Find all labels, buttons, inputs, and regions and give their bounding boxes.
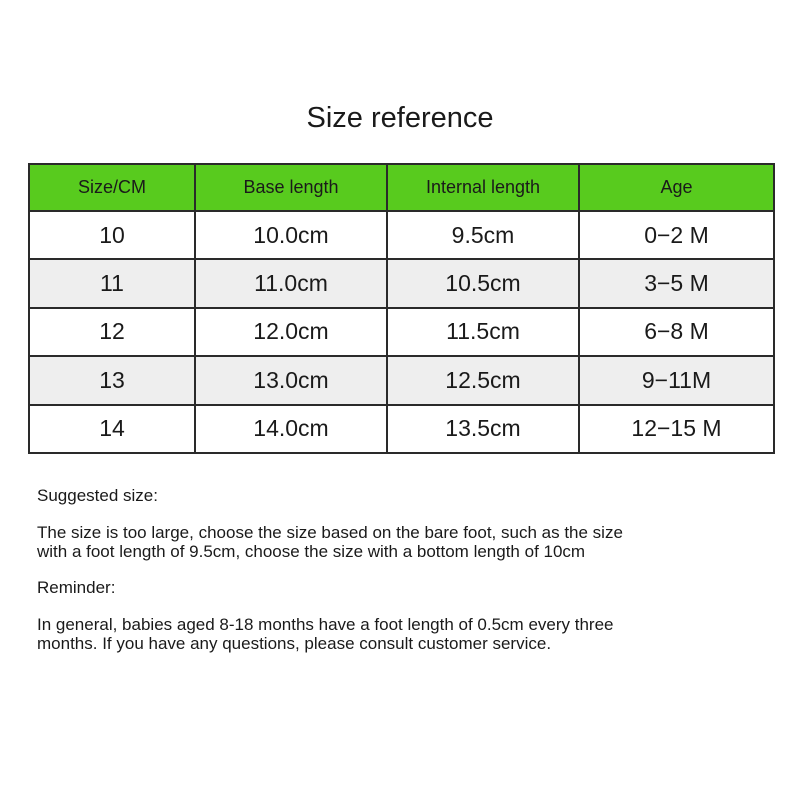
cell-age: 3−5 M <box>579 259 774 307</box>
size-reference-table <box>28 163 775 454</box>
cell-age: 9−11M <box>579 356 774 404</box>
cell-size: 12 <box>29 308 195 356</box>
cell-internal-length: 13.5cm <box>387 405 579 453</box>
table-row <box>29 259 774 307</box>
cell-internal-length: 9.5cm <box>387 211 579 259</box>
cell-size: 10 <box>29 211 195 259</box>
suggested-size-label: Suggested size: <box>37 486 158 505</box>
cell-size: 14 <box>29 405 195 453</box>
table-header-row <box>29 164 774 211</box>
cell-age: 0−2 M <box>579 211 774 259</box>
header-internal-length: Internal length <box>387 164 579 211</box>
table-row <box>29 356 774 404</box>
suggested-size-text: The size is too large, choose the size based on the bare foot, such as the size with a foot length of 9.5cm, choose the size with a bottom length of 10cm <box>37 523 623 561</box>
cell-base-length: 14.0cm <box>195 405 387 453</box>
table-row <box>29 211 774 259</box>
cell-internal-length: 10.5cm <box>387 259 579 307</box>
header-size: Size/CM <box>29 164 195 211</box>
header-age: Age <box>579 164 774 211</box>
cell-internal-length: 11.5cm <box>387 308 579 356</box>
reminder-text: In general, babies aged 8-18 months have a foot length of 0.5cm every three months. If you have any questions, please consult customer service. <box>37 615 614 653</box>
cell-age: 12−15 M <box>579 405 774 453</box>
table-row <box>29 405 774 453</box>
cell-size: 13 <box>29 356 195 404</box>
notes-section <box>37 486 637 653</box>
cell-base-length: 11.0cm <box>195 259 387 307</box>
header-base-length: Base length <box>195 164 387 211</box>
table-row <box>29 308 774 356</box>
cell-age: 6−8 M <box>579 308 774 356</box>
cell-base-length: 13.0cm <box>195 356 387 404</box>
cell-internal-length: 12.5cm <box>387 356 579 404</box>
reminder-label: Reminder: <box>37 578 116 597</box>
cell-base-length: 12.0cm <box>195 308 387 356</box>
cell-base-length: 10.0cm <box>195 211 387 259</box>
cell-size: 11 <box>29 259 195 307</box>
page-title: Size reference <box>306 102 494 134</box>
